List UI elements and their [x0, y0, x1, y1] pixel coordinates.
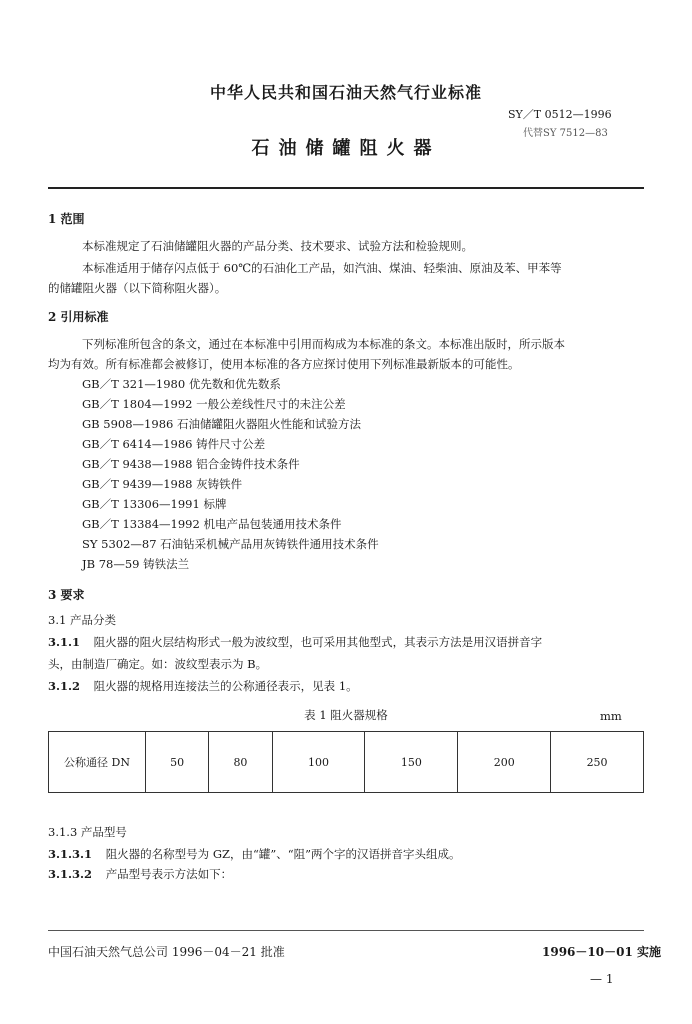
section-2-intro-line-1: 下列标准所包含的条文，通过在本标准中引用而构成为本标准的条文。本标准出版时，所示版本	[82, 337, 565, 351]
reference-item: GB／T 9439—1988 灰铸铁件	[82, 477, 243, 491]
clause-text: 阻火器的阻火层结构形式一般为波纹型，也可采用其他型式，其表示方法是用汉语拼音字	[93, 635, 543, 649]
clause-text: 阻火器的名称型号为 GZ，由“罐”、“阻”两个字的汉语拼音字头组成。	[105, 847, 461, 861]
table-row	[49, 732, 644, 793]
reference-item: GB 5908—1986 石油储罐阻火器阻火性能和试验方法	[82, 417, 361, 431]
replaces-standard: 代替SY 7512—83	[523, 128, 608, 139]
reference-item: SY 5302—87 石油钻采机械产品用灰铸铁件通用技术条件	[82, 537, 379, 551]
section-1-heading: 1 范围	[48, 212, 85, 226]
table-unit: mm	[600, 709, 622, 723]
standard-code: SY／T 0512—1996	[508, 108, 612, 121]
clause-number: 3.1.2	[48, 679, 81, 693]
table-cell: 50	[146, 732, 209, 793]
reference-item: GB／T 321—1980 优先数和优先数系	[82, 377, 281, 391]
section-3-1-2	[48, 678, 358, 694]
reference-item: GB／T 6414—1986 铸件尺寸公差	[82, 437, 266, 451]
clause-number: 3.1.3.1	[48, 847, 93, 861]
section-1-para-2-line-2: 的储罐阻火器（以下简称阻火器）。	[48, 281, 227, 295]
spec-table	[48, 731, 644, 793]
table-caption: 表 1 阻火器规格	[304, 708, 388, 722]
reference-item: JB 78—59 铸铁法兰	[82, 557, 190, 571]
clause-text: 阻火器的规格用连接法兰的公称通径表示，见表 1。	[93, 679, 358, 693]
reference-item: GB／T 9438—1988 铝合金铸件技术条件	[82, 457, 300, 471]
clause-text: 产品型号表示方法如下：	[105, 867, 233, 881]
page-number: — 1	[590, 972, 614, 986]
table-cell: 250	[551, 732, 644, 793]
table-header-cell: 公称通径 DN	[49, 732, 146, 793]
table-cell: 150	[365, 732, 458, 793]
section-1-para-2-line-1: 本标准适用于储存闪点低于 60℃的石油化工产品，如汽油、煤油、轻柴油、原油及苯、甲苯等	[82, 261, 562, 275]
section-3-1-3-1	[48, 846, 461, 862]
section-3-heading: 3 要求	[48, 588, 85, 602]
reference-item: GB／T 1804—1992 一般公差线性尺寸的未注公差	[82, 397, 346, 411]
section-2-intro-line-2: 均为有效。所有标准都会被修订，使用本标准的各方应探讨使用下列标准最新版本的可能性。	[48, 357, 520, 371]
reference-item: GB／T 13384—1992 机电产品包装通用技术条件	[82, 517, 342, 531]
section-3-1-3-heading: 3.1.3 产品型号	[48, 825, 127, 839]
table-cell: 200	[458, 732, 551, 793]
table-cell: 80	[209, 732, 272, 793]
section-2-heading: 2 引用标准	[48, 310, 109, 324]
clause-number: 3.1.1	[48, 635, 81, 649]
clause-number: 3.1.3.2	[48, 867, 93, 881]
footer-divider	[48, 930, 644, 931]
section-3-1-1-line-1	[48, 634, 542, 650]
section-3-1-3-2	[48, 866, 232, 882]
implementation-date: 1996－10－01 实施	[542, 945, 661, 959]
document-title: 石油储罐阻火器	[251, 138, 441, 159]
header-divider	[48, 187, 644, 189]
standard-title: 中华人民共和国石油天然气行业标准	[209, 83, 482, 102]
reference-item: GB／T 13306—1991 标牌	[82, 497, 227, 511]
approval-note: 中国石油天然气总公司 1996－04－21 批准	[48, 945, 285, 959]
table-cell: 100	[272, 732, 365, 793]
section-1-para-1: 本标准规定了石油储罐阻火器的产品分类、技术要求、试验方法和检验规则。	[82, 239, 473, 253]
section-3-1-1-line-2: 头，由制造厂确定。如：波纹型表示为 B。	[48, 657, 268, 671]
section-3-1-heading: 3.1 产品分类	[48, 613, 116, 627]
